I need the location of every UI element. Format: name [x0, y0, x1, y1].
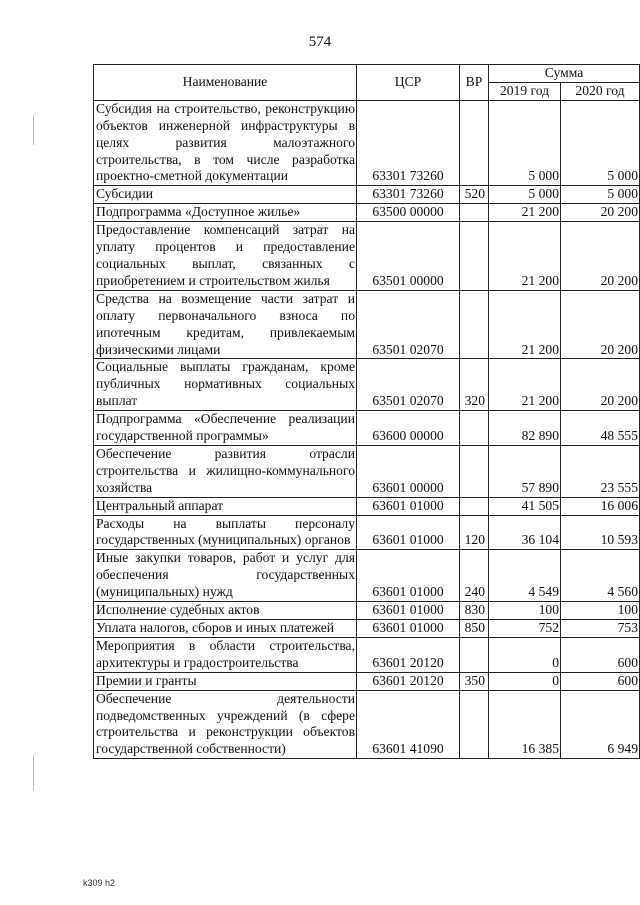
row-name: Предоставление компенсаций затрат на уплату процентов и предоставление социальных выплат, связанных с приобретением и строительством жилья [94, 222, 357, 291]
row-vr: 520 [460, 186, 489, 204]
row-2020: 6 949 [561, 690, 640, 759]
table-row [94, 359, 640, 411]
row-2019: 21 200 [489, 204, 561, 222]
row-2020: 23 555 [561, 445, 640, 497]
row-2020: 753 [561, 620, 640, 638]
row-vr [460, 445, 489, 497]
row-2020: 5 000 [561, 100, 640, 186]
row-name: Социальные выплаты гражданам, кроме публичных нормативных социальных выплат [94, 359, 357, 411]
row-vr: 320 [460, 359, 489, 411]
row-name: Обеспечение развития отрасли строительства и жилищно-коммунального хозяйства [94, 445, 357, 497]
table-header-row [94, 65, 640, 83]
table-row [94, 445, 640, 497]
row-2019: 57 890 [489, 445, 561, 497]
row-vr [460, 290, 489, 359]
row-2019: 82 890 [489, 411, 561, 446]
row-csr: 63501 00000 [357, 222, 460, 291]
row-2019: 5 000 [489, 100, 561, 186]
row-csr: 63301 73260 [357, 186, 460, 204]
row-name: Уплата налогов, сборов и иных платежей [94, 620, 357, 638]
row-vr [460, 690, 489, 759]
table-row [94, 515, 640, 550]
margin-scan-mark [33, 755, 34, 790]
row-2019: 16 385 [489, 690, 561, 759]
table-row [94, 497, 640, 515]
row-2019: 0 [489, 637, 561, 672]
row-2019: 752 [489, 620, 561, 638]
header-sum: Сумма [489, 65, 640, 83]
row-2020: 20 200 [561, 222, 640, 291]
row-name: Центральный аппарат [94, 497, 357, 515]
row-2020: 5 000 [561, 186, 640, 204]
table-row [94, 550, 640, 602]
header-name: Наименование [94, 65, 357, 101]
row-vr [460, 497, 489, 515]
row-name: Субсидии [94, 186, 357, 204]
table-row [94, 620, 640, 638]
row-2019: 21 200 [489, 290, 561, 359]
row-vr [460, 637, 489, 672]
row-name: Исполнение судебных актов [94, 602, 357, 620]
row-name: Подпрограмма «Доступное жилье» [94, 204, 357, 222]
row-name: Премии и гранты [94, 672, 357, 690]
row-2020: 4 560 [561, 550, 640, 602]
row-2020: 20 200 [561, 359, 640, 411]
row-csr: 63601 41090 [357, 690, 460, 759]
row-csr: 63600 00000 [357, 411, 460, 446]
row-2019: 4 549 [489, 550, 561, 602]
row-csr: 63601 20120 [357, 637, 460, 672]
row-vr: 850 [460, 620, 489, 638]
row-name: Субсидия на строительство, реконструкцию объектов инженерной инфраструктуры в целях развития малоэтажного строительства, в том числе разработка проектно-сметной документации [94, 100, 357, 186]
row-name: Обеспечение деятельности подведомственных учреждений (в сфере строительства и реконструкции объектов государственной собственности) [94, 690, 357, 759]
row-csr: 63601 20120 [357, 672, 460, 690]
budget-table [93, 64, 640, 759]
table-row [94, 411, 640, 446]
row-2019: 5 000 [489, 186, 561, 204]
row-csr: 63601 01000 [357, 550, 460, 602]
row-name: Иные закупки товаров, работ и услуг для обеспечения государственных (муниципальных) нужд [94, 550, 357, 602]
row-2019: 36 104 [489, 515, 561, 550]
row-2020: 100 [561, 602, 640, 620]
row-name: Подпрограмма «Обеспечение реализации государственной программы» [94, 411, 357, 446]
row-2020: 20 200 [561, 290, 640, 359]
row-csr: 63301 73260 [357, 100, 460, 186]
row-vr: 240 [460, 550, 489, 602]
row-2019: 100 [489, 602, 561, 620]
row-csr: 63601 01000 [357, 620, 460, 638]
header-year-2020: 2020 год [561, 82, 640, 100]
row-csr: 63501 02070 [357, 290, 460, 359]
row-name: Мероприятия в области строительства, архитектуры и градостроительства [94, 637, 357, 672]
row-vr [460, 100, 489, 186]
margin-scan-mark [33, 115, 34, 145]
page-number: 574 [308, 34, 332, 50]
row-csr: 63501 02070 [357, 359, 460, 411]
row-name: Средства на возмещение части затрат и оплату первоначального взноса по ипотечным кредитам, привлекаемым физическими лицами [94, 290, 357, 359]
row-vr [460, 222, 489, 291]
row-2020: 16 006 [561, 497, 640, 515]
row-2020: 20 200 [561, 204, 640, 222]
table-row [94, 602, 640, 620]
row-2019: 41 505 [489, 497, 561, 515]
table-row [94, 100, 640, 186]
row-csr: 63500 00000 [357, 204, 460, 222]
row-2020: 48 555 [561, 411, 640, 446]
table-row [94, 637, 640, 672]
row-name: Расходы на выплаты персоналу государственных (муниципальных) органов [94, 515, 357, 550]
row-vr [460, 411, 489, 446]
row-2020: 600 [561, 672, 640, 690]
row-vr: 120 [460, 515, 489, 550]
row-csr: 63601 01000 [357, 497, 460, 515]
header-csr: ЦСР [357, 65, 460, 101]
row-vr: 830 [460, 602, 489, 620]
table-row [94, 690, 640, 759]
table-row [94, 672, 640, 690]
row-vr [460, 204, 489, 222]
row-2019: 0 [489, 672, 561, 690]
row-2020: 600 [561, 637, 640, 672]
row-csr: 63601 01000 [357, 602, 460, 620]
header-vr: ВР [460, 65, 489, 101]
row-csr: 63601 00000 [357, 445, 460, 497]
footer-code: k309 h2 [83, 878, 116, 888]
table-row [94, 290, 640, 359]
header-year-2019: 2019 год [489, 82, 561, 100]
table-row [94, 204, 640, 222]
table-row [94, 222, 640, 291]
table-row [94, 186, 640, 204]
row-2020: 10 593 [561, 515, 640, 550]
row-csr: 63601 01000 [357, 515, 460, 550]
row-vr: 350 [460, 672, 489, 690]
row-2019: 21 200 [489, 359, 561, 411]
row-2019: 21 200 [489, 222, 561, 291]
